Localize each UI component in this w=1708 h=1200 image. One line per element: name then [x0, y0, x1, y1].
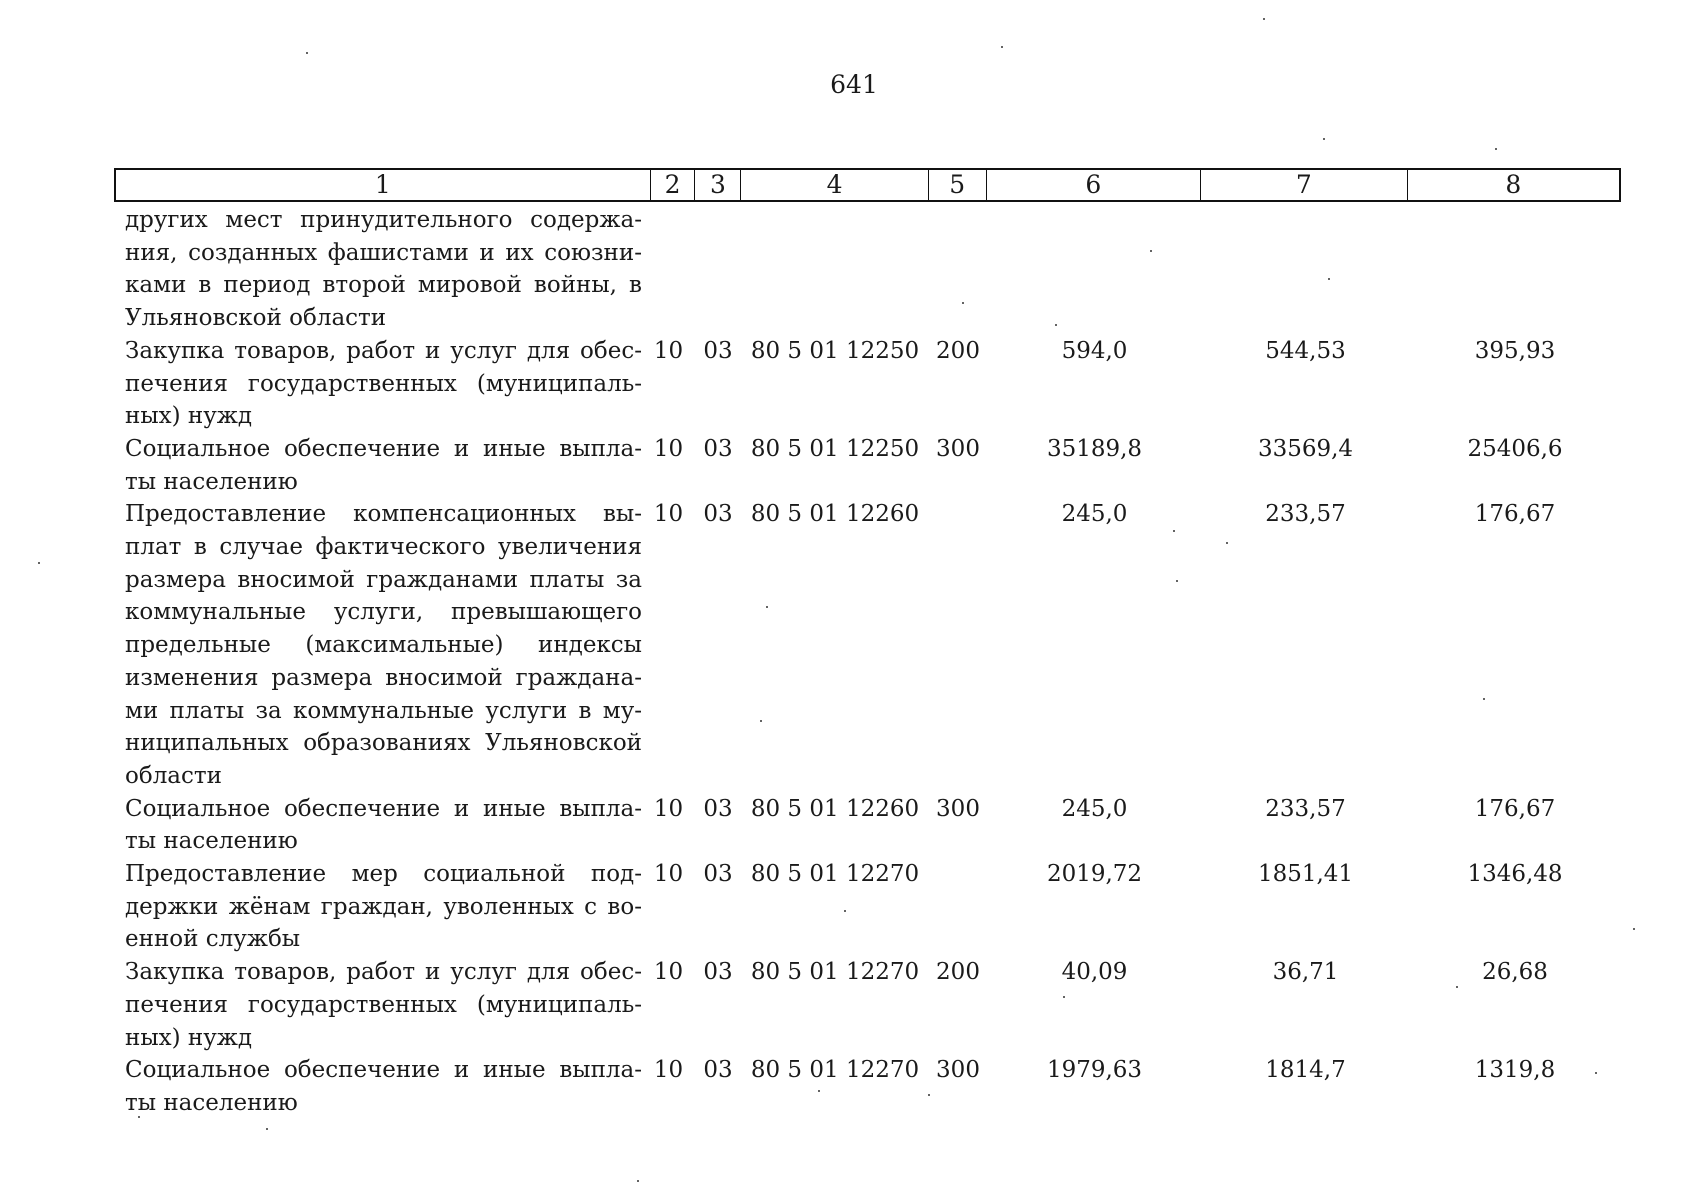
section-code: 10	[653, 435, 684, 462]
table-row	[114, 335, 1621, 433]
expense-type-code: 300	[936, 435, 980, 462]
scan-speck	[962, 302, 964, 304]
description-line: ты населению	[125, 828, 298, 855]
section-code: 10	[653, 337, 684, 364]
amount-col-8: 1319,8	[1474, 1057, 1556, 1084]
scan-speck	[1176, 580, 1178, 582]
header-col-4: 4	[741, 170, 929, 200]
row-description	[114, 204, 642, 335]
target-article-code: 80 5 01 12270	[750, 959, 920, 986]
description-line: ных) нужд	[125, 403, 253, 430]
scan-speck	[306, 52, 308, 54]
description-line: держки жёнам граждан, уволенных с во-	[125, 893, 642, 920]
description-line: Ульяновской области	[125, 305, 387, 332]
table-row	[114, 793, 1621, 858]
scan-speck	[1595, 1072, 1597, 1074]
description-line: размера вносимой гражданами платы за	[125, 566, 642, 593]
table-row	[114, 1054, 1621, 1119]
expense-type-code: 200	[936, 959, 980, 986]
description-line: енной службы	[125, 926, 301, 953]
description-line: Социальное обеспечение и иные выпла-	[125, 1057, 642, 1084]
table-header	[114, 168, 1621, 202]
scan-speck	[818, 1090, 820, 1092]
description-line: Социальное обеспечение и иные выпла-	[125, 435, 642, 462]
scan-speck	[844, 910, 846, 912]
amount-col-8: 26,68	[1482, 959, 1548, 986]
expense-type-code: 200	[936, 337, 980, 364]
scan-speck	[1456, 986, 1458, 988]
scan-speck	[1323, 138, 1325, 140]
subsection-code: 03	[703, 959, 733, 986]
section-code: 10	[653, 861, 684, 888]
description-line: Социальное обеспечение и иные выпла-	[125, 795, 642, 822]
subsection-code: 03	[703, 861, 733, 888]
section-code: 10	[653, 795, 684, 822]
amount-col-8: 1346,48	[1467, 861, 1563, 888]
description-line: области	[125, 762, 222, 789]
amount-col-6: 40,09	[1061, 959, 1128, 986]
target-article-code: 80 5 01 12250	[750, 435, 920, 462]
description-line: ниципальных образованиях Ульяновской	[125, 730, 642, 757]
table-row	[114, 956, 1621, 1054]
row-description	[114, 498, 642, 792]
scan-speck	[1263, 18, 1265, 20]
subsection-code: 03	[703, 795, 733, 822]
scan-speck	[138, 1116, 140, 1118]
amount-col-6: 245,0	[1061, 795, 1128, 822]
description-line: Предоставление мер социальной под-	[125, 861, 642, 888]
scan-speck	[1063, 996, 1065, 998]
scan-speck	[38, 562, 40, 564]
amount-col-7: 1851,41	[1257, 861, 1354, 888]
amount-col-8: 25406,6	[1467, 435, 1563, 462]
header-col-2: 2	[651, 170, 696, 200]
amount-col-7: 233,57	[1265, 795, 1346, 822]
description-line: ния, созданных фашистами и их союзни-	[125, 239, 642, 266]
description-line: печения государственных (муниципаль-	[125, 370, 642, 397]
row-description	[114, 858, 642, 956]
scan-speck	[1483, 698, 1485, 700]
header-col-8: 8	[1505, 170, 1522, 199]
header-col-6: 6	[987, 170, 1201, 200]
amount-col-6: 35189,8	[1046, 435, 1143, 462]
description-line: ты населению	[125, 468, 298, 495]
scan-speck	[1001, 46, 1003, 48]
amount-col-6: 594,0	[1061, 337, 1128, 364]
description-line: коммунальные услуги, превышающего	[125, 599, 642, 626]
target-article-code: 80 5 01 12260	[750, 795, 920, 822]
row-description	[114, 335, 642, 433]
amount-col-8: 176,67	[1474, 795, 1556, 822]
description-line: Закупка товаров, работ и услуг для обес-	[125, 337, 642, 364]
amount-col-8: 176,67	[1474, 501, 1556, 528]
section-code: 10	[653, 501, 684, 528]
scan-speck	[760, 720, 762, 722]
target-article-code: 80 5 01 12250	[750, 337, 920, 364]
table-body	[114, 204, 1621, 1120]
scan-speck	[1633, 928, 1635, 930]
amount-col-7: 36,71	[1272, 959, 1339, 986]
row-description	[114, 793, 642, 858]
subsection-code: 03	[703, 435, 733, 462]
amount-col-6: 1979,63	[1046, 1057, 1143, 1084]
target-article-code: 80 5 01 12270	[750, 1057, 920, 1084]
expense-type-code: 300	[936, 795, 980, 822]
scan-speck	[928, 1094, 930, 1096]
scan-speck	[637, 1180, 639, 1182]
description-line: ных) нужд	[125, 1024, 253, 1051]
header-col-1: 1	[116, 170, 651, 200]
scan-speck	[266, 1128, 268, 1130]
section-code: 10	[653, 1057, 684, 1084]
header-col-7: 7	[1201, 170, 1407, 200]
description-line: предельные (максимальные) индексы	[125, 632, 642, 659]
amount-col-6: 245,0	[1061, 501, 1128, 528]
scan-speck	[1055, 324, 1057, 326]
row-description	[114, 433, 642, 498]
section-code: 10	[653, 959, 684, 986]
amount-col-7: 544,53	[1265, 337, 1346, 364]
scan-speck	[766, 606, 768, 608]
scan-speck	[1226, 542, 1228, 544]
scan-speck	[1495, 148, 1497, 150]
description-line: ками в период второй мировой войны, в	[125, 272, 642, 299]
description-line: других мест принудительного содержа-	[125, 207, 642, 233]
page-number: 641	[830, 70, 878, 99]
amount-col-7: 33569,4	[1257, 435, 1354, 462]
table-row	[114, 858, 1621, 956]
target-article-code: 80 5 01 12270	[750, 861, 920, 888]
description-line: Предоставление компенсационных вы-	[125, 501, 642, 528]
header-col-5: 5	[929, 170, 987, 200]
description-line: ми платы за коммунальные услуги в му-	[125, 697, 642, 724]
table-row	[114, 433, 1621, 498]
scan-speck	[1328, 278, 1330, 280]
amount-col-7: 233,57	[1265, 501, 1346, 528]
scan-speck	[1150, 250, 1152, 252]
subsection-code: 03	[703, 501, 733, 528]
description-line: Закупка товаров, работ и услуг для обес-	[125, 959, 642, 986]
scan-speck	[1173, 530, 1175, 532]
amount-col-6: 2019,72	[1046, 861, 1143, 888]
header-col-3: 3	[695, 170, 741, 200]
description-line: изменения размера вносимой граждана-	[125, 664, 642, 691]
description-line: ты населению	[125, 1089, 298, 1116]
subsection-code: 03	[703, 337, 733, 364]
target-article-code: 80 5 01 12260	[750, 501, 920, 528]
subsection-code: 03	[703, 1057, 733, 1084]
amount-col-8: 395,93	[1474, 337, 1556, 364]
amount-col-7: 1814,7	[1265, 1057, 1346, 1084]
expense-type-code: 300	[936, 1057, 980, 1084]
row-description	[114, 956, 642, 1054]
table-row	[114, 498, 1621, 792]
description-line: печения государственных (муниципаль-	[125, 991, 642, 1018]
row-description	[114, 1054, 642, 1119]
description-line: плат в случае фактического увеличения	[125, 534, 642, 561]
table-row	[114, 204, 1621, 335]
